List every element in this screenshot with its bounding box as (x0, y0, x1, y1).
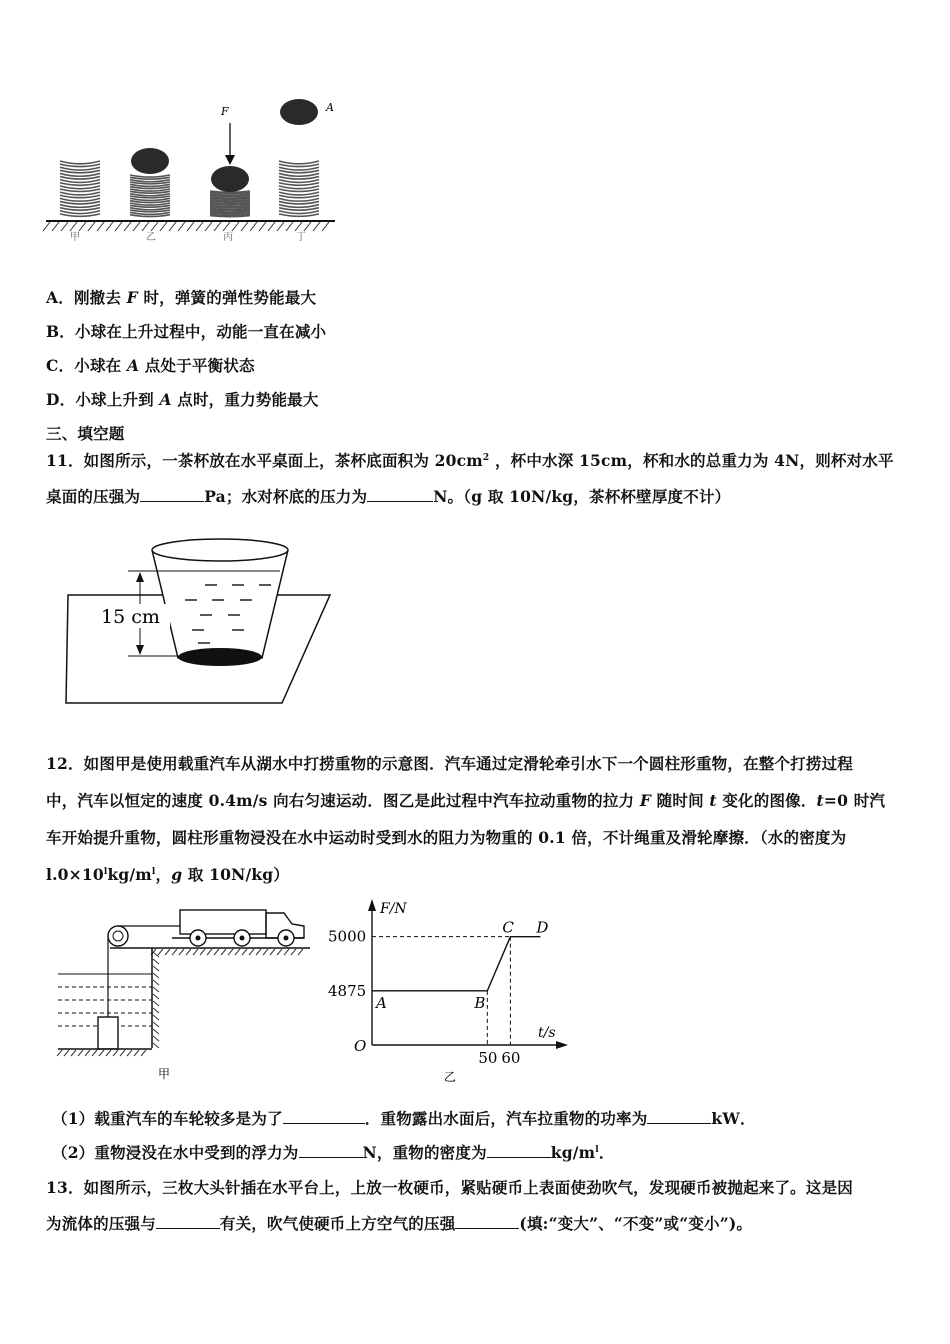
cup-body (152, 550, 288, 658)
q12-sub2 (52, 1141, 615, 1163)
ball-a (280, 99, 318, 125)
cup-bottom (178, 648, 262, 666)
y-tick-label: 5000 (328, 927, 367, 946)
option-d (46, 388, 319, 410)
q12-text: kW． (711, 1109, 756, 1128)
spring-bing (210, 191, 250, 217)
option-c (46, 354, 255, 376)
q11-line2 (46, 485, 730, 507)
option-letter: A． (46, 288, 74, 307)
answer-blank[interactable] (140, 487, 204, 502)
option-letter: B． (46, 322, 76, 341)
q12-text: kg/m (550, 1143, 596, 1162)
q12-line3: 车开始提升重物，圆柱形重物浸没在水中运动时受到水的阻力为物重的 0.1 倍，不计绳重及滑轮摩擦．（水的密度为 (46, 828, 847, 847)
point-a-label: A (326, 101, 334, 114)
point-label-c: C (502, 918, 514, 937)
option-text: 点处于平衡状态 (139, 356, 255, 375)
cup-rim (152, 539, 288, 561)
point-label-a: A (376, 993, 387, 1012)
q11-sup: 2 (482, 452, 490, 463)
y-axis-arrow (368, 899, 376, 911)
point-label-d: D (536, 918, 549, 937)
option-letter: D． (46, 390, 76, 409)
option-var: A (159, 390, 172, 409)
x-tick-label: 50 (478, 1049, 498, 1067)
option-text: 小球在 (74, 356, 127, 375)
caption-bing: 丙 (223, 232, 233, 243)
option-text: 时，弹簧的弹性势能最大 (137, 288, 317, 307)
option-text: 小球上升到 (75, 390, 160, 409)
q12-text: l.0×10 (46, 865, 104, 884)
q12-text: 变化的图像． (716, 791, 817, 810)
answer-blank[interactable] (156, 1214, 220, 1229)
springs-figure (40, 95, 360, 255)
force-series-line (372, 937, 540, 991)
option-var: A (126, 356, 140, 375)
q11-text: N。（g 取 10N/kg，茶杯杯壁厚度不计） (433, 487, 731, 506)
ball-bing (211, 166, 249, 192)
option-var: F (126, 288, 138, 307)
truck-cargo (180, 910, 266, 934)
caption-yi: 乙 (146, 232, 156, 243)
q11-line1 (46, 449, 894, 471)
q12-text: 中，汽车以恒定的速度 0.4m/s 向右匀速运动．图乙是此过程中汽车拉动重物的拉力 (46, 791, 640, 810)
option-text: 刚撤去 (73, 288, 127, 307)
q12-line1: 12．如图甲是使用载重汽车从湖水中打捞重物的示意图．汽车通过定滑轮牵引水下一个圆柱形重物，在整个打捞过程 (46, 754, 853, 773)
ball-yi (131, 148, 169, 174)
answer-blank[interactable] (455, 1214, 519, 1229)
answer-blank[interactable] (367, 487, 433, 502)
caption-jia: 甲 (158, 1067, 171, 1081)
q11-text: Pa；水对杯底的压力为 (204, 487, 368, 506)
point-label-b: B (474, 993, 486, 1012)
answer-blank[interactable] (299, 1143, 363, 1158)
q13-text: (填:“变大”、“不变”或“变小”)。 (519, 1214, 753, 1233)
origin-label: O (354, 1037, 367, 1055)
q12-line4 (46, 863, 289, 885)
q11-text: 桌面的压强为 (46, 487, 141, 506)
q12-text: （1）载重汽车的车轮较多是为了 (52, 1109, 283, 1128)
chart-caption: 乙 (444, 1070, 457, 1084)
force-time-chart (320, 895, 580, 1085)
q12-var: t (816, 791, 824, 810)
q13-text: 有关，吹气使硬币上方空气的压强 (219, 1214, 456, 1233)
caption-ding: 丁 (296, 232, 306, 243)
spring-jia (60, 161, 100, 216)
x-tick-label: 60 (501, 1049, 521, 1067)
option-letter: C． (46, 356, 75, 375)
q12-text: （2）重物浸没在水中受到的浮力为 (52, 1143, 299, 1162)
q12-text: ．重物露出水面后，汽车拉重物的功率为 (364, 1109, 648, 1128)
q12-var: F (639, 791, 652, 810)
y-tick-label: 4875 (328, 981, 367, 1000)
teacup-figure (60, 530, 340, 710)
answer-blank[interactable] (283, 1109, 365, 1124)
q12-var: g (171, 865, 183, 884)
q12-line2 (46, 789, 885, 811)
section-title: 三、填空题 (46, 424, 125, 443)
q13-text: 为流体的压强与 (46, 1214, 156, 1233)
q12-text: =0 时汽 (823, 791, 886, 810)
q13-line1: 13．如图所示，三枚大头针插在水平台上，上放一枚硬币，紧贴硬币上表面使劲吹气，发现硬币被抛起来了。这是因 (46, 1178, 853, 1197)
q12-sup: l (595, 1144, 599, 1155)
q12-text: ， (155, 865, 172, 884)
x-axis-arrow (556, 1041, 568, 1049)
answer-blank[interactable] (647, 1109, 711, 1124)
q12-text: kg/m (107, 865, 152, 884)
pulley (108, 926, 128, 946)
answer-blank[interactable] (487, 1143, 551, 1158)
q12-text: ． (598, 1143, 615, 1162)
q12-var: t (709, 791, 717, 810)
q12-text: N，重物的密度为 (362, 1143, 487, 1162)
q12-sub1 (52, 1107, 756, 1129)
spring-ding (279, 161, 319, 216)
q11-text: 11．如图所示，一茶杯放在水平桌面上，茶杯底面积为 20cm (46, 451, 483, 470)
x-axis-label: t/s (538, 1025, 556, 1041)
option-b (46, 320, 326, 342)
q13-line2 (46, 1212, 752, 1234)
caption-jia: 甲 (70, 232, 80, 243)
q12-text: 随时间 (651, 791, 710, 810)
q12-sup: l (103, 866, 108, 877)
truck-figure (52, 900, 327, 1085)
q11-text: ，杯中水深 15cm，杯和水的总重力为 4N，则杯对水平 (489, 451, 894, 470)
dim-arrow-down (136, 645, 144, 655)
force-label: F (221, 105, 229, 118)
option-text: 点时，重力势能最大 (171, 390, 319, 409)
cylinder-object (98, 1017, 118, 1049)
option-a (46, 286, 316, 308)
force-arrowhead (225, 155, 235, 165)
spring-yi (130, 175, 170, 217)
q12-sup: l (151, 866, 156, 877)
dim-arrow-up (136, 572, 144, 582)
option-text: 小球在上升过程中，动能一直在减小 (75, 322, 327, 341)
y-axis-label: F/N (380, 901, 407, 917)
q12-text: 取 10N/kg） (182, 865, 290, 884)
depth-label: 15 cm (101, 606, 160, 628)
